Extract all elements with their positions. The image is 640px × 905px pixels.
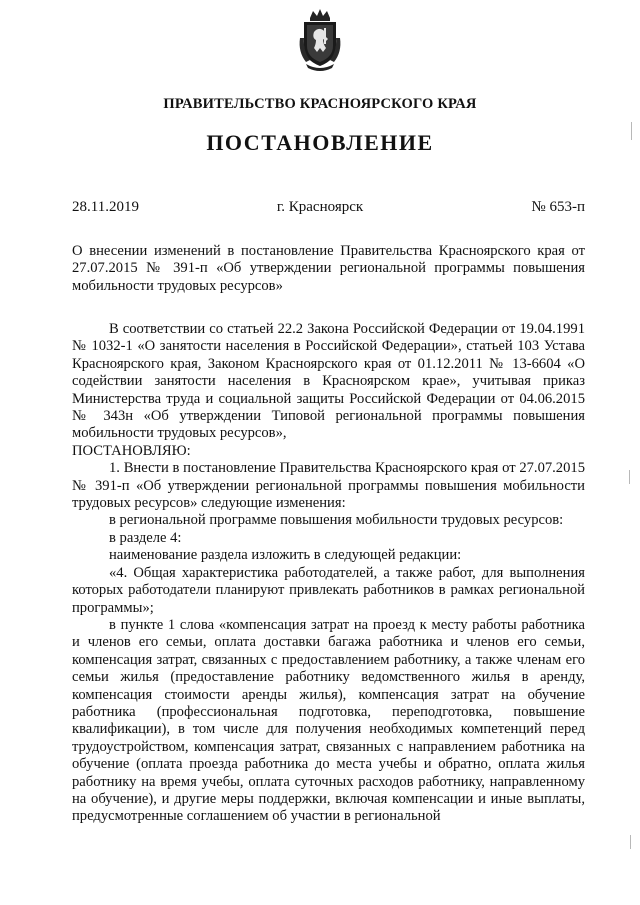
- preamble-paragraph: В соответствии со статьей 22.2 Закона Российской Федерации от 19.04.1991 № 1032-1 «О занятости населения в Российской Федерации», статьей 103 Устава Красноярского края, Законом Красноярского края от 01.12.2011 № 13-6604 «О содействии занятости населения в Красноярском крае», учитывая приказ Министерства труда и социальной защиты Российской Федерации от 04.06.2015 № 343н «Об утверждении Типовой региональной программы повышения мобильности трудовых ресурсов»,: [72, 321, 585, 442]
- government-name: ПРАВИТЕЛЬСТВО КРАСНОЯРСКОГО КРАЯ: [163, 96, 477, 112]
- scan-mark: [630, 835, 631, 849]
- coat-of-arms-icon: [294, 8, 346, 72]
- document-number: № 653-п: [531, 199, 585, 215]
- body-paragraph: в пункте 1 слова «компенсация затрат на проезд к месту работы работника и членов его семьи, оплата доставки багажа работника и членов его семьи, компенсация затрат, связанных с предоставлением работнику, а также членам его семьи жилья (предоставление работнику ведомственного жилья в аренду, компенсация стоимости аренды жилья), компенсация затрат на обучение работника (профессиональная подготовка, переподготовка, повышение квалификации), в том числе для получения необходимых компетенций перед трудоустройством, компенсация затрат, связанных с направлением работника на обучение (оплата проезда работника до места учебы и обратно, оплата жилья работнику на время учебы, оплата суточных расходов работнику, направленному на обучение), и другие меры поддержки, включая компенсации и иные выплаты, предусмотренные соглашением об участии в региональной: [72, 616, 585, 825]
- scan-mark: [629, 470, 630, 484]
- document-body: [72, 321, 585, 826]
- document-type-title: ПОСТАНОВЛЕНИЕ: [206, 130, 434, 155]
- body-paragraph: 1. Внести в постановление Правительства Красноярского края от 27.07.2015 № 391-п «Об утверждении региональной программы повышения мобильности трудовых ресурсов» следующие изменения:: [72, 460, 585, 512]
- body-paragraph: в разделе 4:: [109, 529, 182, 546]
- document-city: г. Красноярск: [276, 199, 364, 215]
- body-paragraph: в региональной программе повышения мобильности трудовых ресурсов:: [109, 512, 564, 529]
- document-subject: [72, 243, 585, 295]
- subject-text: О внесении изменений в постановление Правительства Красноярского края от 27.07.2015 № 391-п «Об утверждении региональной программы повышения мобильности трудовых ресурсов»: [72, 243, 585, 294]
- body-paragraph: наименование раздела изложить в следующей редакции:: [109, 547, 462, 564]
- document-date: 28.11.2019: [72, 199, 139, 215]
- body-paragraph: «4. Общая характеристика работодателей, а также работ, для выполнения которых работодатели планируют привлекать работников в рамках региональной программы»;: [72, 564, 585, 616]
- decree-word: ПОСТАНОВЛЯЮ:: [72, 442, 191, 459]
- scan-mark: [631, 122, 632, 140]
